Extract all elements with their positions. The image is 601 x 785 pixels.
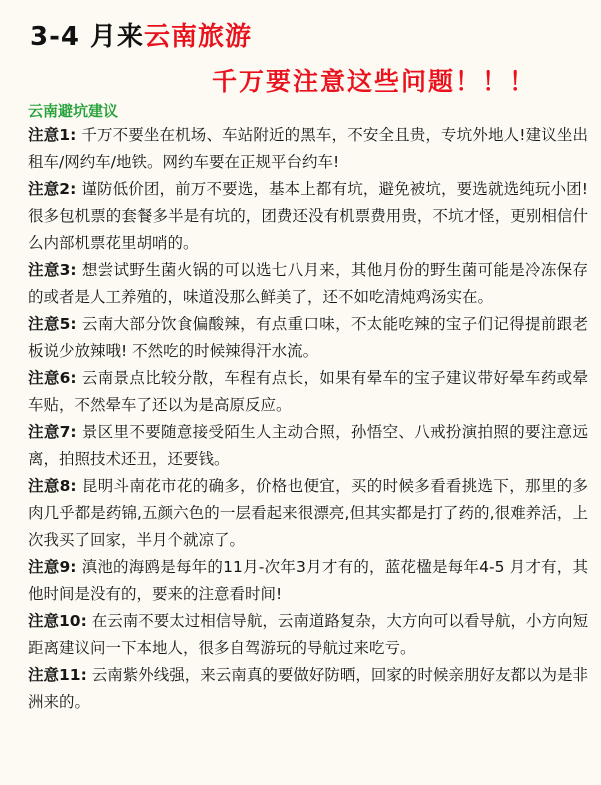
title-prefix: 3-4 月来 [30, 22, 145, 52]
warning-headline: 千万要注意这些问题！！！ [212, 67, 537, 96]
note-label: 注意9: [28, 558, 77, 576]
note-text: 云南紫外线强，来云南真的要做好防晒，回家的时候亲朋好友都以为是非洲来的。 [28, 666, 588, 711]
list-item [28, 122, 588, 176]
list-item [28, 608, 588, 662]
note-text: 滇池的海鸥是每年的11月-次年3月才有的，蓝花楹是每年4-5 月才有，其他时间是没有的，要来的注意看时间! [28, 558, 588, 603]
note-text: 昆明斗南花市花的确多，价格也便宜，买的时候多看看挑选下，那里的多肉几乎都是药锦,五颜六色的一层看起来很漂亮,但其实都是打了药的,很难养活，上次我买了回家，半月个就凉了。 [28, 477, 588, 549]
note-label: 注意5: [28, 315, 77, 333]
note-label: 注意1: [28, 126, 77, 144]
list-item [28, 365, 588, 419]
list-item [28, 311, 588, 365]
list-item [28, 554, 588, 608]
note-text: 云南景点比较分散，车程有点长，如果有晕车的宝子建议带好晕车药或晕车贴，不然晕车了还以为是高原反应。 [28, 369, 588, 414]
note-label: 注意6: [28, 369, 77, 387]
note-label: 注意11: [28, 666, 87, 684]
list-item [28, 662, 588, 716]
note-label: 注意2: [28, 180, 77, 198]
note-label: 注意7: [28, 423, 77, 441]
notes-list [28, 122, 588, 716]
note-label: 注意10: [28, 612, 87, 630]
title-highlight: 云南旅游 [144, 22, 253, 52]
list-item [28, 473, 588, 554]
note-text: 千万不要坐在机场、车站附近的黑车，不安全且贵，专坑外地人!建议坐出租车/网约车/地铁。网约车要在正规平台约车! [28, 126, 588, 171]
list-item [28, 257, 588, 311]
list-item [28, 176, 588, 257]
note-label: 注意3: [28, 261, 77, 279]
note-text: 在云南不要太过相信导航，云南道路复杂，大方向可以看导航，小方向短距离建议问一下本地人，很多自驾游玩的导航过来吃亏。 [28, 612, 588, 657]
note-text: 云南大部分饮食偏酸辣，有点重口味，不太能吃辣的宝子们记得提前跟老板说少放辣哦! 不然吃的时候辣得汗水流。 [28, 315, 588, 360]
list-item [28, 419, 588, 473]
section-title: 云南避坑建议 [28, 102, 119, 120]
page-title [30, 20, 252, 54]
note-text: 谨防低价团，前万不要选，基本上都有坑，避免被坑，要选就选纯玩小团!很多包机票的套餐多半是有坑的，团费还没有机票费用贵，不坑才怪，更别相信什么内部机票花里胡哨的。 [28, 180, 588, 252]
note-label: 注意8: [28, 477, 77, 495]
note-text: 景区里不要随意接受陌生人主动合照，孙悟空、八戒扮演拍照的要注意远离，拍照技术还丑，还要钱。 [28, 423, 588, 468]
note-text: 想尝试野生菌火锅的可以选七八月来，其他月份的野生菌可能是冷冻保存的或者是人工养殖的，味道没那么鲜美了，还不如吃清炖鸡汤实在。 [28, 261, 588, 306]
